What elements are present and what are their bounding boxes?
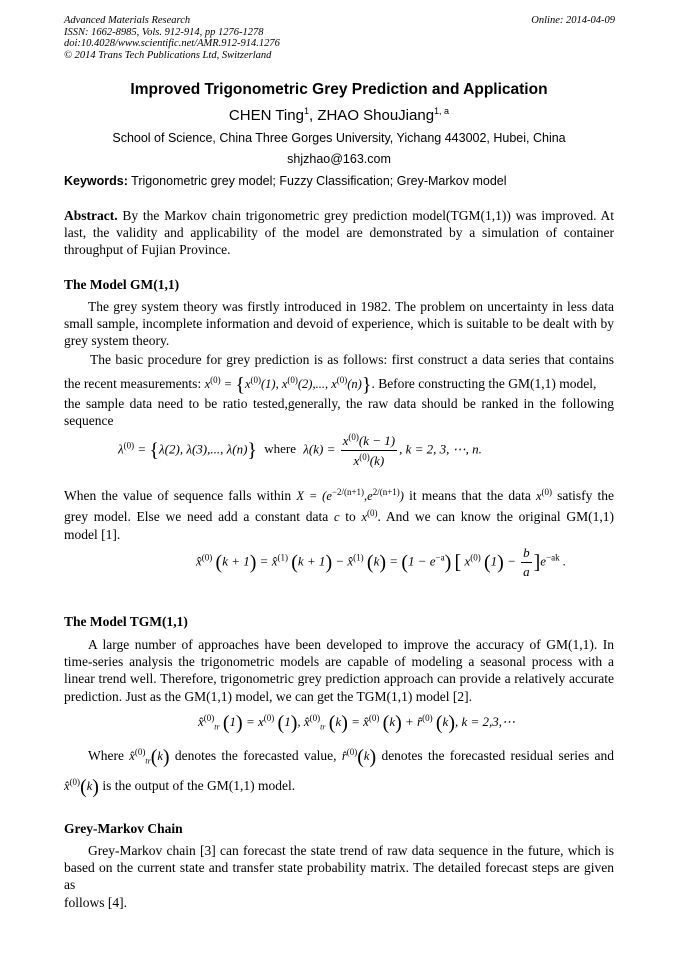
tgm-paragraph-2	[64, 744, 614, 796]
paragraph-text: grey system theory.	[64, 333, 170, 349]
paragraph-text: based on the current state and transfer state probability matrix. The detailed forecast steps are given as	[64, 860, 614, 893]
markov-paragraph-1	[64, 842, 614, 911]
tgm-equation: x̂$^{(0)}_{tr}$ $(1) = x^{(0)}$ (1), x̂$^{(0)}_{tr}$ (k) = x̂$^{(0)}$ (k) + r̂$^{(0)}$ (k), k = 2,3,⋯	[198, 712, 516, 734]
gm-paragraph-3	[64, 484, 614, 544]
forecast-symbol: x̂$^{(0)}_{tr}$(k)	[129, 746, 170, 768]
author-superscript: 1	[303, 106, 309, 116]
paragraph-text: the sample data need to be ratio tested,generally, the raw data should be ranked in the following	[64, 396, 614, 411]
gm-paragraph-2	[64, 351, 614, 368]
constant-symbol: c	[333, 510, 340, 525]
abstract-text: By the Markov chain trigonometric grey prediction model(TGM(1,1)) was improved. At	[122, 208, 615, 223]
paragraph-text: it means that the data	[409, 488, 531, 503]
author-name: ZHAO ShouJiang	[317, 107, 435, 124]
author-name: CHEN Ting	[228, 107, 304, 124]
paragraph-text: The basic procedure for grey prediction is as follows: first construct a data series that contains	[90, 352, 614, 367]
interval-equation: $X = (e^{-2/(n+1)},e^{2/(n+1)})$	[296, 487, 404, 503]
data-symbol: $x^{(0)}$	[361, 508, 378, 525]
paragraph-text: time-series analysis the trigonometric models are capable of modeling a seasonal process with a	[64, 654, 614, 670]
author-separator: ,	[308, 107, 318, 124]
section-heading-markov: Grey-Markov Chain	[64, 821, 183, 836]
journal-header	[64, 15, 280, 61]
abstract-text: throughput of Fujian Province.	[64, 242, 231, 258]
tgm-paragraph-1	[64, 636, 614, 705]
gm-output-symbol: x̂$^{(0)}$(k)	[64, 775, 99, 798]
paragraph-text: small sample, incomplete information and devoid of experience, which is suitable to be dealt with by	[64, 316, 614, 332]
equation-word: where	[264, 441, 297, 457]
gm-paragraph-2-line2	[64, 372, 614, 394]
paragraph-text: model [1].	[64, 527, 121, 543]
paragraph-text: grey model. Else we need add a constant data	[64, 509, 329, 525]
online-date: Online: 2014-04-09	[531, 15, 615, 26]
author-superscript: 1, a	[434, 106, 450, 116]
section-heading-gm: The Model GM(1,1)	[64, 277, 180, 292]
author-email[interactable]: shjzhao@163.com	[287, 152, 391, 166]
journal-name: Advanced Materials Research	[64, 15, 191, 26]
keywords-label: Keywords:	[64, 174, 128, 188]
section-heading-tgm: The Model TGM(1,1)	[64, 614, 188, 629]
paragraph-text: satisfy the	[557, 488, 615, 503]
author-line	[0, 106, 678, 124]
gm-paragraph-1	[64, 298, 614, 350]
paragraph-text: The grey system theory was firstly introduced in 1982. The problem on uncertainty in less data	[88, 299, 614, 314]
affiliation: School of Science, China Three Gorges University, Yichang 443002, Hubei, China	[112, 131, 566, 145]
abstract	[64, 207, 614, 259]
lambda-equation: $\lambda^{(0)} = \{\lambda(2)$, λ(3),..., λ(n)} where λ(k) = $\frac{x^{(0)}(k - 1)}{x^{(0)}(k)}$ , k = 2, 3, ⋯, n.	[118, 432, 482, 468]
abstract-label: Abstract.	[64, 208, 118, 223]
paragraph-text: A large number of approaches have been developed to improve the accuracy of GM(1,1). In	[88, 637, 614, 652]
paragraph-text: follows [4].	[64, 894, 127, 910]
paragraph-text: denotes the forecasted residual series and	[381, 748, 615, 763]
paragraph-text: Grey-Markov chain [3] can forecast the state trend of raw data sequence in the future, which is	[88, 843, 614, 858]
copyright-line: © 2014 Trans Tech Publications Ltd, Switzerland	[64, 49, 272, 61]
paragraph-text: is the output of the GM(1,1) model.	[102, 777, 296, 793]
lambda-fraction: $\frac{x^{(0)}(k - 1)}{x^{(0)}(k)}$	[342, 432, 396, 468]
keywords	[64, 174, 507, 188]
paragraph-text: . And we can know the original GM(1,1)	[377, 509, 615, 525]
paragraph-text: denotes the forecasted value,	[174, 748, 337, 763]
paragraph-text: linear trend well. Therefore, trigonometric grey prediction approach can provide a relatively accurate	[64, 671, 614, 687]
series-equation: $x^{(0)} = \{x^{(0)}(1)$, $x^{(0)}(2)$,..., $x^{(0)}(n)$}	[204, 374, 372, 396]
paragraph-text: Where	[88, 748, 124, 763]
paragraph-text: the recent measurements:	[64, 376, 202, 391]
equation-range: , k = 2, 3, ⋯, n.	[399, 441, 482, 457]
abstract-text: last, the validity and applicability of the model are demonstrated by a simulation of container	[64, 225, 614, 241]
doi-line[interactable]: doi:10.4028/www.scientific.net/AMR.912-914.1276	[64, 38, 280, 49]
paragraph-text: prediction. Just as the GM(1,1) model, we can get the TGM(1,1) model [2].	[64, 688, 473, 704]
paragraph-text: sequence	[64, 413, 114, 429]
residual-symbol: r̂$^{(0)}$(k)	[341, 746, 377, 768]
paragraph-text: . Before constructing the GM(1,1) model,	[371, 376, 597, 391]
paper-title: Improved Trigonometric Grey Prediction and Application	[130, 81, 548, 98]
gm-paragraph-2-rest	[64, 395, 614, 429]
keywords-text: Trigonometric grey model; Fuzzy Classification; Grey-Markov model	[131, 174, 507, 188]
paragraph-text: When the value of sequence falls within	[64, 488, 292, 503]
gm-response-equation: x̂$^{(0)}$ (k + 1) = x̂$^{(1)}$ (k + 1) − x̂$^{(1)}$ $(k) = (1 - e^{-a})$ [ $x^{(0)}$ (1) − $\frac{b}{a}$ ]$e^{-ak}$ .	[196, 545, 567, 579]
paragraph-text: to	[345, 509, 356, 525]
issn-line: ISSN: 1662-8985, Vols. 912-914, pp 1276-1278	[64, 26, 264, 38]
data-symbol: $x^{(0)}$	[535, 487, 553, 503]
